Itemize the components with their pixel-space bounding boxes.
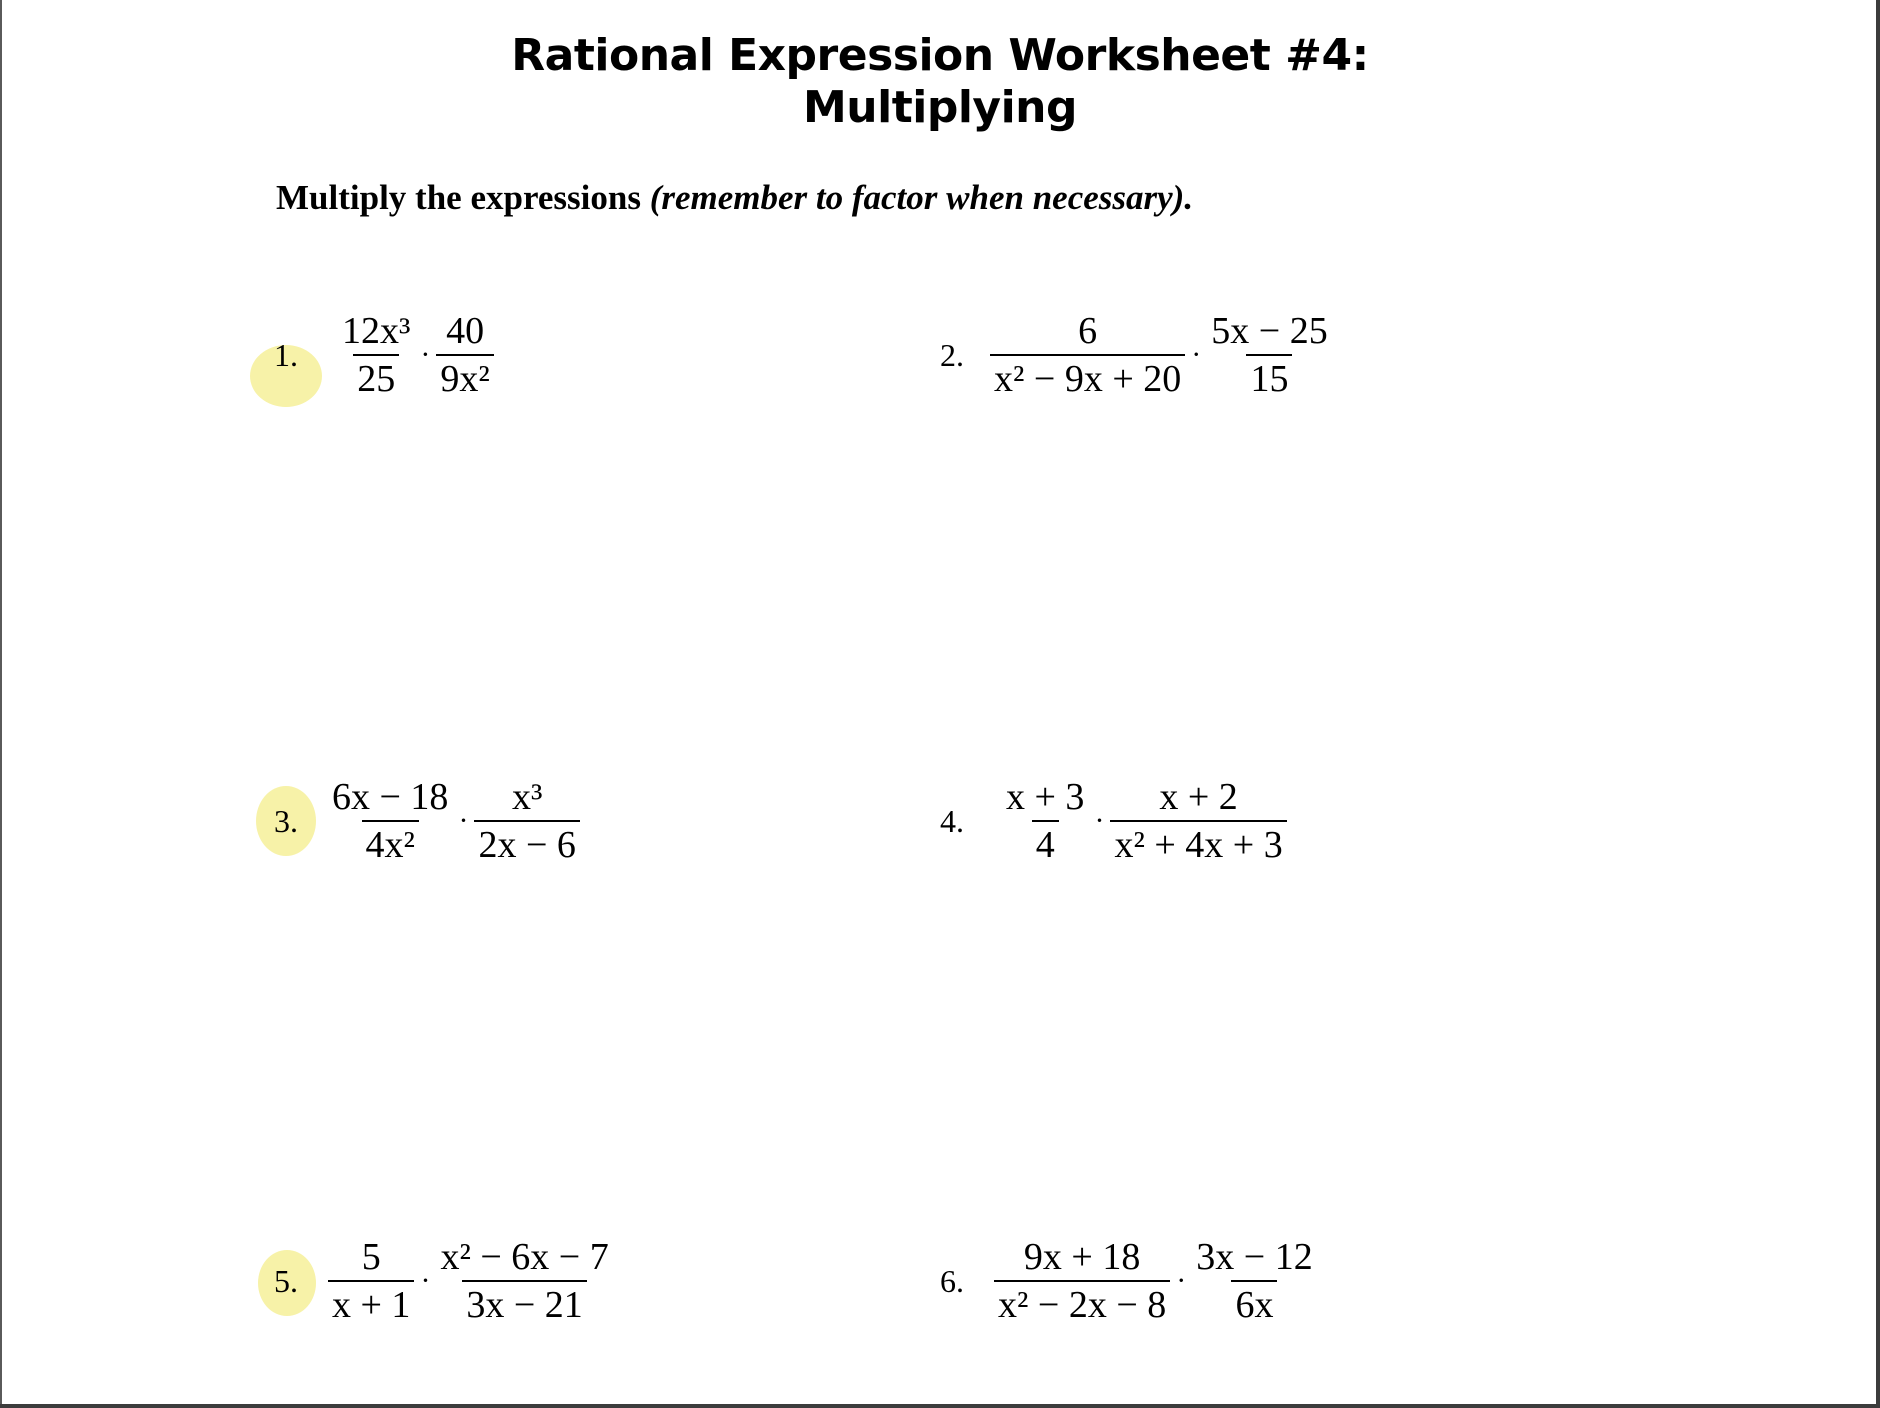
numerator: 6 [1078,310,1098,352]
expression [326,766,582,876]
multiply-dot: · [1176,1264,1187,1297]
instructions-note: (remember to factor when necessary). [649,178,1194,217]
fraction-2 [1190,1234,1318,1328]
denominator: 4x² [362,820,419,868]
numerator: 9x + 18 [1023,1236,1141,1278]
numerator: 3x − 12 [1196,1236,1313,1278]
denominator: x + 1 [328,1280,414,1328]
multiply-dot: · [420,338,431,371]
numerator: x³ [511,776,543,818]
problem-number: 3. [274,803,298,839]
fraction-2 [472,774,581,868]
worksheet-subtitle: Multiplying [803,82,1077,133]
page-right-edge [1876,0,1880,1408]
fraction-2 [434,1234,614,1328]
multiply-dot: · [458,804,469,837]
numerator: 5 [361,1236,381,1278]
page-bottom-edge [0,1404,1880,1408]
problem-number: 6. [940,1263,964,1299]
problem-number: 1. [274,337,298,373]
numerator: 6x − 18 [332,776,449,818]
denominator: 6x [1231,1280,1277,1328]
page-left-edge [0,0,2,1408]
expression [336,300,496,410]
instructions [276,178,1193,218]
denominator: 3x − 21 [462,1280,586,1328]
expression [992,1226,1319,1336]
denominator: 4 [1032,820,1059,868]
multiply-dot: · [420,1264,431,1297]
denominator: 2x − 6 [474,820,579,868]
numerator: x + 3 [1006,776,1085,818]
numerator: 12x³ [342,310,411,352]
fraction-1 [992,1234,1172,1328]
multiply-dot: · [1191,338,1202,371]
worksheet-title: Rational Expression Worksheet #4: [511,30,1369,81]
fraction-1 [326,1234,416,1328]
fraction-2 [1108,774,1288,868]
denominator: x² − 9x + 20 [990,354,1185,402]
expression [988,300,1334,410]
denominator: 9x² [436,354,493,402]
fraction-1 [326,774,454,868]
denominator: 15 [1246,354,1292,402]
expression [1000,766,1289,876]
numerator: 40 [446,310,485,352]
instructions-main: Multiply the expressions [276,178,650,217]
fraction-1 [1000,774,1090,868]
denominator: 25 [353,354,399,402]
fraction-1 [336,308,416,402]
fraction-1 [988,308,1187,402]
problem-number: 2. [940,337,964,373]
denominator: x² + 4x + 3 [1110,820,1286,868]
problem-number: 5. [274,1263,298,1299]
numerator: 5x − 25 [1211,310,1328,352]
problem-number: 4. [940,803,964,839]
numerator: x + 2 [1159,776,1238,818]
fraction-2 [434,308,495,402]
multiply-dot: · [1094,804,1105,837]
numerator: x² − 6x − 7 [440,1236,609,1278]
fraction-2 [1205,308,1333,402]
expression [326,1226,615,1336]
denominator: x² − 2x − 8 [994,1280,1170,1328]
